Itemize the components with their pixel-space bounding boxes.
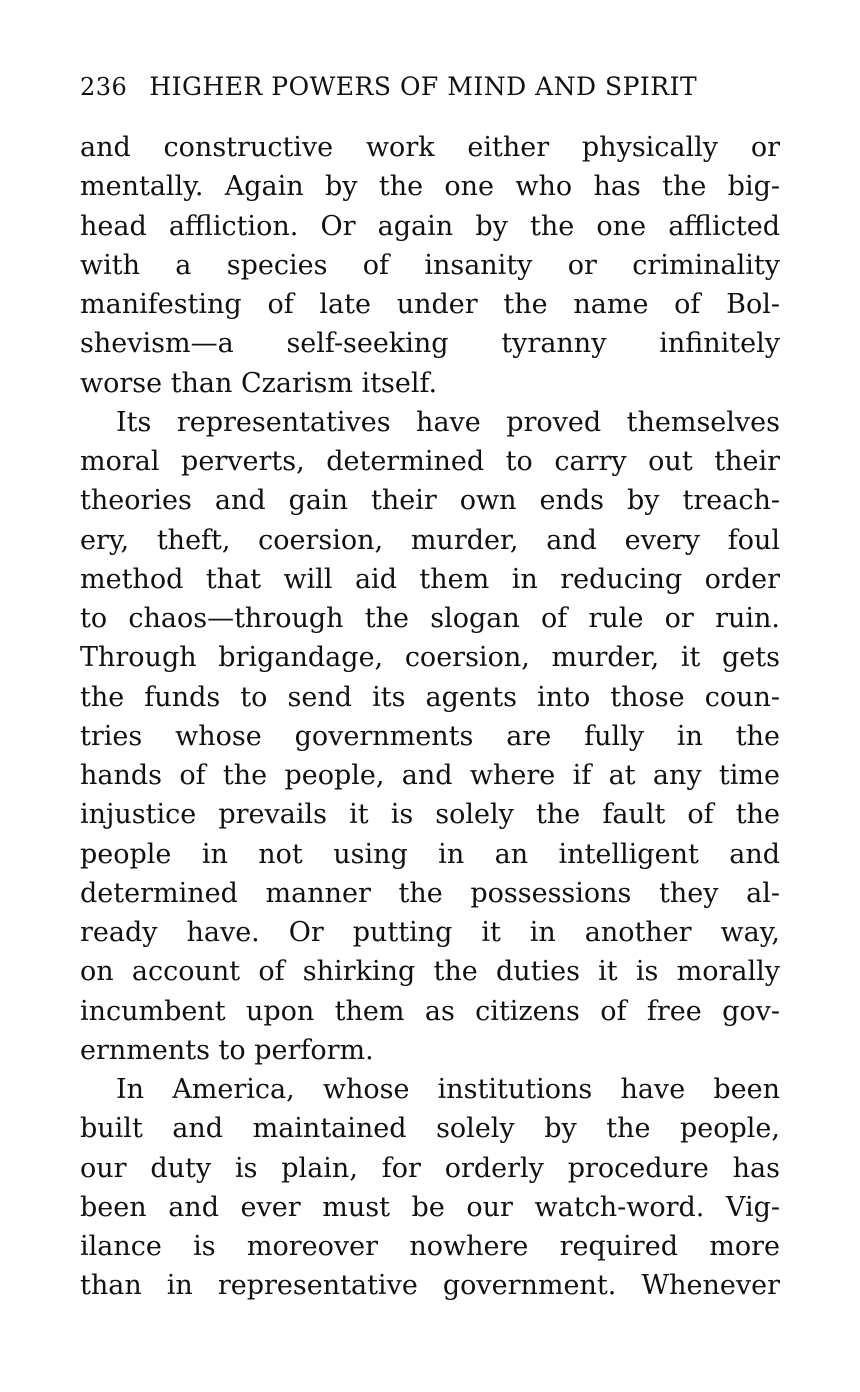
text-line: head affliction. Or again by the one afflicted: [80, 210, 780, 242]
text-line: ilance is moreover nowhere required more: [80, 1231, 780, 1262]
paragraph: [80, 128, 780, 403]
text-line: to chaos—through the slogan of rule or ruin.: [80, 603, 780, 634]
text-line: injustice prevails it is solely the fault of the: [80, 799, 780, 831]
text-line: ery, theft, coersion, murder, and every foul: [80, 524, 780, 556]
text-line: method that will aid them in reducing order: [80, 563, 780, 595]
body-text: [80, 128, 780, 1306]
text-line: theories and gain their own ends by treach-: [80, 485, 780, 517]
text-line: Through brigandage, coersion, murder, it gets: [80, 642, 780, 674]
text-line: built and maintained solely by the people,: [80, 1113, 780, 1145]
text-line: hands of the people, and where if at any time: [80, 760, 780, 791]
book-page: [80, 72, 780, 1306]
text-line: worse than Czarism itself.: [80, 367, 438, 399]
text-line: than in representative government. Whenever: [80, 1270, 780, 1302]
text-line: mentally. Again by the one who has the big-: [80, 171, 780, 203]
text-line: been and ever must be our watch-word. Vig-: [80, 1191, 780, 1223]
text-line: moral perverts, determined to carry out their: [80, 446, 780, 477]
text-line: ready have. Or putting it in another way,: [80, 917, 780, 948]
text-line: people in not using in an intelligent and: [80, 838, 780, 870]
text-line: on account of shirking the duties it is morally: [80, 956, 780, 988]
text-line: In America, whose institutions have been: [116, 1074, 780, 1105]
running-head: [80, 72, 780, 112]
text-line: shevism—a self-seeking tyranny infinitely: [80, 328, 780, 360]
text-line: determined manner the possessions they al-: [80, 877, 780, 909]
page-number: 236: [80, 73, 128, 101]
running-title: HIGHER POWERS OF MIND AND SPIRIT: [149, 72, 698, 101]
text-line: incumbent upon them as citizens of free gov-: [80, 995, 780, 1027]
text-line: with a species of insanity or criminality: [80, 249, 780, 281]
text-line: and constructive work either physically or: [80, 132, 780, 163]
text-line: Its representatives have proved themselves: [116, 406, 780, 438]
text-line: the funds to send its agents into those coun-: [80, 681, 780, 713]
text-line: tries whose governments are fully in the: [80, 720, 780, 752]
text-line: ernments to perform.: [80, 1034, 374, 1066]
text-line: our duty is plain, for orderly procedure has: [80, 1152, 780, 1184]
text-line: manifesting of late under the name of Bol-: [80, 289, 780, 320]
paragraph: [80, 403, 780, 1070]
paragraph: [80, 1070, 780, 1306]
